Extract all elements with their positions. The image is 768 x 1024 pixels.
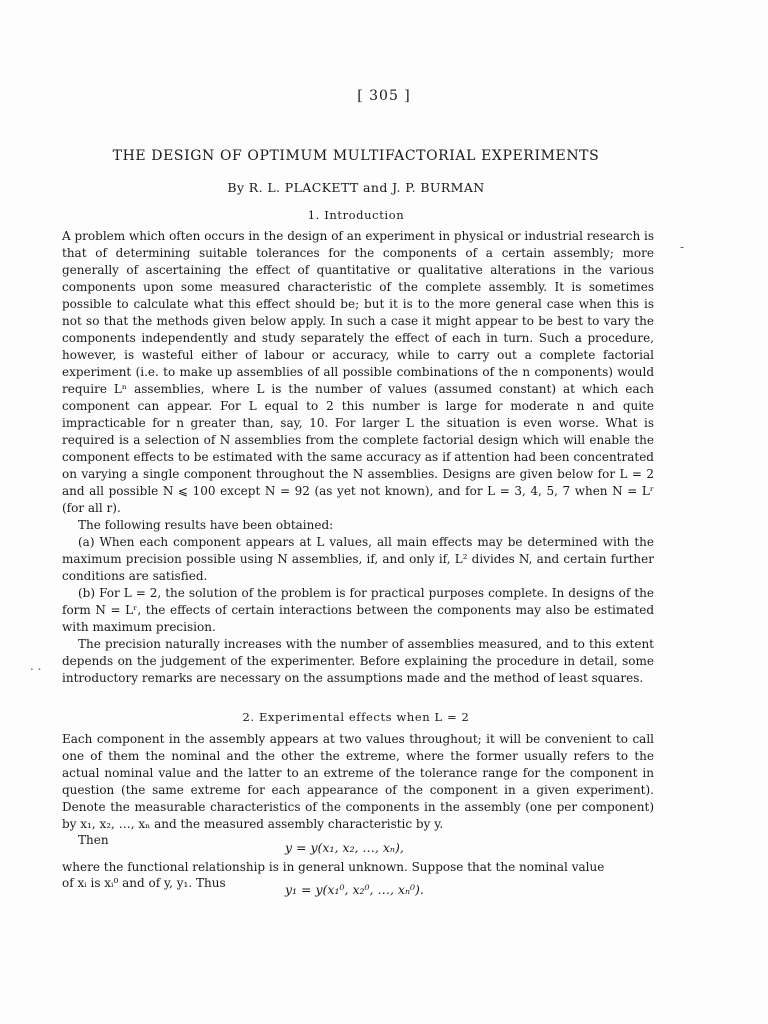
section-1-result-b: (b) For L = 2, the solution of the problem is for practical purposes complete. In designs of the form N = Lʳ, the effects of certain interactions between the components may also be estimated with maximum precision. [62,586,654,634]
equation-1: y = y(x₁, x₂, …, xₙ), [285,840,404,855]
margin-speck: . . [30,659,42,673]
section-2-paragraph-2: where the functional relationship is in general unknown. Suppose that the nominal value [62,860,605,874]
page-number: [ 305 ] [357,88,411,104]
section-1-paragraph-5: The precision naturally increases with the number of assemblies measured, and to this extent depends on the judgement of the experimenter. Before explaining the procedure in detail, some introductory remarks are necessary on the assumptions made and the method of least squares. [62,637,654,685]
author-byline: By R. L. PLACKETT and J. P. BURMAN [227,180,485,195]
section-1-heading: 1. Introduction [307,208,405,222]
paper-title: THE DESIGN OF OPTIMUM MULTIFACTORIAL EXPERIMENTS [112,148,600,164]
section-1-paragraph-2: The following results have been obtained: [78,518,334,532]
section-1-paragraph-1: A problem which often occurs in the design of an experiment in physical or industrial research is that of determining suitable tolerances for the components of a certain assembly; more generally of ascertaining the effect of quantitative or qualitative alterations in the various components upon some measured characteristic of the complete assembly. It is sometimes possible to calculate what this effect should be; but it is to the more general case when this is not so that the methods given below apply. In such a case it might appear to be best to vary the components independently and study separately the effect of each in turn. Such a procedure, however, is wasteful either of labour or accuracy, while to carry out a complete factorial experiment (i.e. to make up assemblies of all possible combinations of the n components) would require Lⁿ assemblies, where L is the number of values (assumed constant) at which each component can appear. For L equal to 2 this number is large for moderate n and quite impracticable for n greater than, say, 10. For larger L the situation is even worse. What is required is a selection of N assemblies from the complete factorial design which will enable the component effects to be estimated with the same accuracy as if attention had been concentrated on varying a single component throughout the N assemblies. Designs are given below for L = 2 and all possible N ⩽ 100 except N = 92 (as yet not known), and for L = 3, 4, 5, 7 when N = Lʳ (for all r). [62,229,654,515]
section-2-paragraph-3-lead: of xᵢ is xᵢ⁰ and of y, y₁. Thus [62,876,226,890]
section-1-result-a: (a) When each component appears at L values, all main effects may be determined with the maximum precision possible using N assemblies, if, and only if, L² divides N, and certain further conditions are satisfied. [62,535,654,583]
margin-speck: - [680,240,685,254]
equation-2: y₁ = y(x₁⁰, x₂⁰, …, xₙ⁰). [285,882,424,897]
section-2-paragraph-1: Each component in the assembly appears at two values throughout; it will be convenient to call one of them the nominal and the other the extreme, where the former usually refers to the actual nominal value and the latter to an extreme of the tolerance range for the component in question (the same extreme for each appearance of the component in a given experiment). Denote the measurable characteristics of the components in the assembly (one per component) by x₁, x₂, …, xₙ and the measured assembly characteristic by y. [62,732,654,831]
section-2-heading: 2. Experimental effects when L = 2 [242,710,470,724]
then-label: Then [78,833,109,847]
